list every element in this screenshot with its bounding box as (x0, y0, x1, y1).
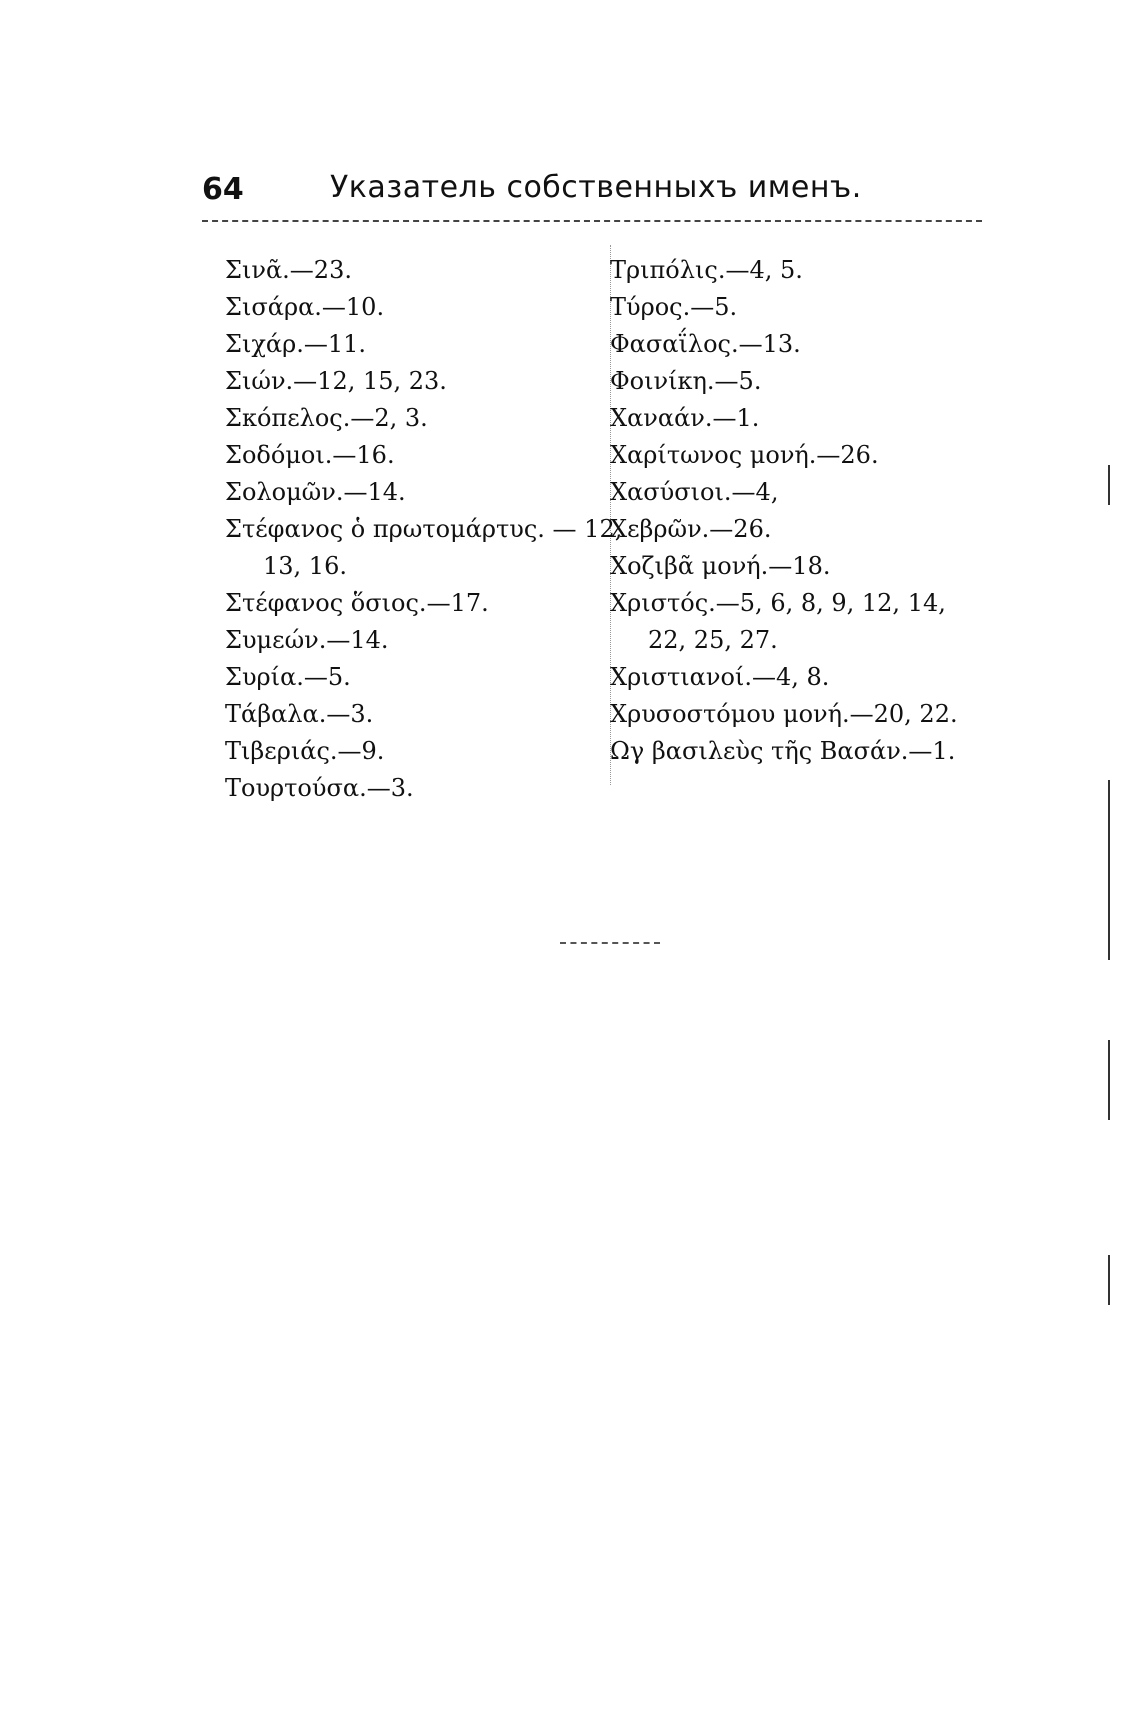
index-entry: Σιχάρ.—11. (225, 330, 367, 358)
end-rule (560, 942, 660, 944)
index-entry: Χαρίτωνος μονή.—26. (610, 441, 879, 469)
running-header (202, 170, 982, 220)
index-entry: Ωγ βασιλεὺς τῆς Βασάν.—1. (610, 737, 956, 765)
index-entry: Χασύσιοι.—4, (610, 478, 779, 506)
index-entry: Χαναάν.—1. (610, 404, 760, 432)
scan-margin-line (1108, 1255, 1110, 1305)
index-entry: Σοδόμοι.—16. (225, 441, 395, 469)
index-entry: Φοινίκη.—5. (610, 367, 762, 395)
index-entry: Τάβαλα.—3. (225, 700, 374, 728)
scan-margin-line (1108, 780, 1110, 960)
index-entry-continuation: 13, 16. (263, 552, 347, 580)
index-entry: Φασαΐλος.—13. (610, 330, 801, 358)
scan-margin-line (1108, 1040, 1110, 1120)
scan-margin-line (1108, 465, 1110, 505)
index-entry: Τύρος.—5. (610, 293, 738, 321)
index-entry: Σκόπελος.—2, 3. (225, 404, 428, 432)
index-entry: Χριστός.—5, 6, 8, 9, 12, 14, 22, 25, 27. (610, 585, 1030, 659)
index-column-left (225, 252, 623, 807)
index-entry: Στέφανος ὅσιος.—17. (225, 589, 489, 617)
index-entry: Χριστιανοί.—4, 8. (610, 663, 830, 691)
index-entry-continuation: 22, 25, 27. (648, 626, 778, 654)
index-entry: Σολομῶν.—14. (225, 478, 406, 506)
index-entry: Συμεών.—14. (225, 626, 389, 654)
index-entry: Σινᾶ.—23. (225, 256, 352, 284)
index-entry: Χεβρῶν.—26. (610, 515, 772, 543)
running-title: Указатель собственныхъ именъ. (330, 170, 862, 205)
index-entry: Σιών.—12, 15, 23. (225, 367, 447, 395)
index-column-right (610, 252, 1030, 770)
index-entry: Στέφανος ὁ πρωτομάρτυς. — 12, 13, 16. (225, 511, 605, 585)
index-entry: Χρυσοστόμου μονή.—20, 22. (610, 700, 958, 728)
page-number: 64 (202, 172, 244, 207)
index-entry: Τριπόλις.—4, 5. (610, 256, 803, 284)
index-entry: Σισάρα.—10. (225, 293, 385, 321)
index-entry: Συρία.—5. (225, 663, 351, 691)
index-entry: Τιβεριάς.—9. (225, 737, 385, 765)
index-entry: Χοζιβᾶ μονή.—18. (610, 552, 831, 580)
index-entry: Τουρτούσα.—3. (225, 774, 414, 802)
header-rule (202, 220, 982, 222)
